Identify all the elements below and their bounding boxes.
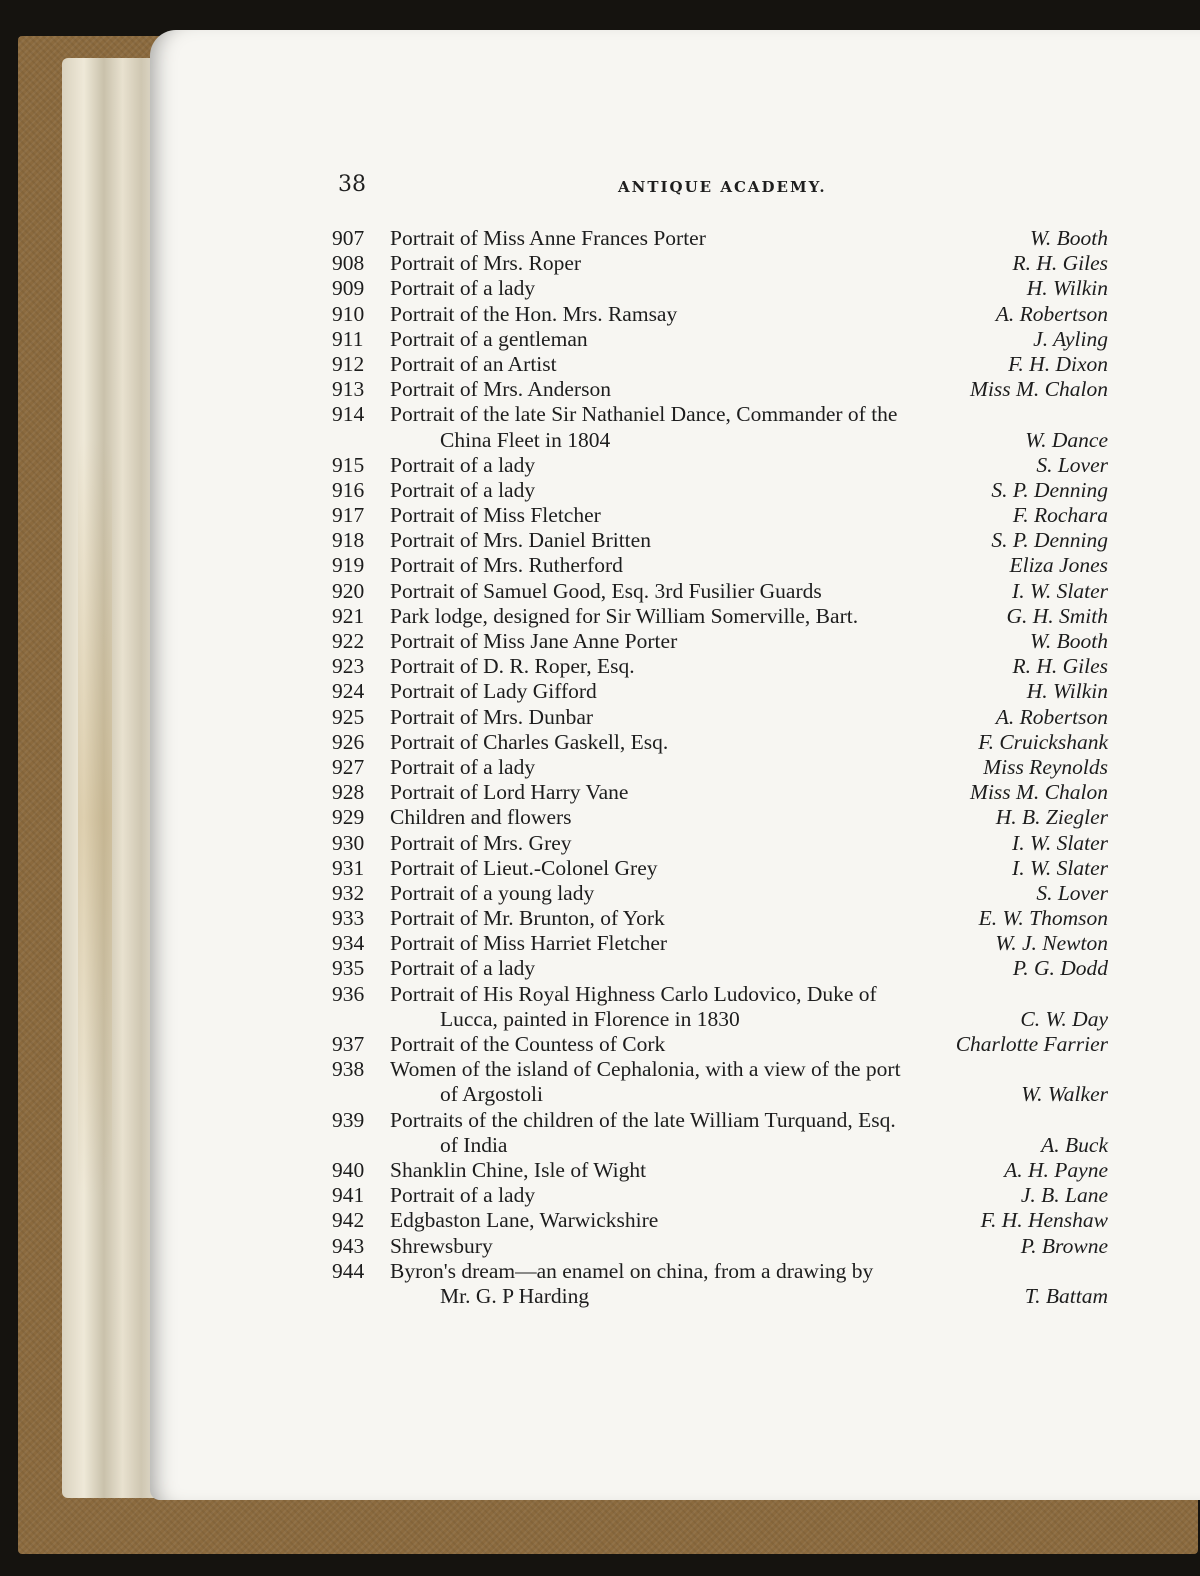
entry-title: Portrait of Mrs. Daniel Britten [390,528,651,553]
entry-title-continued: Mr. G. P Harding [440,1283,590,1308]
catalogue-entry [332,503,1108,528]
entry-line [332,1259,1108,1284]
entry-artist: W. Walker [1021,1082,1108,1107]
entry-artist: P. Browne [1020,1233,1108,1258]
entry-title: Portrait of a lady [390,477,536,502]
entry-number: 908 [332,251,365,276]
entry-artist: F. Rochara [1012,503,1108,528]
entry-number: 921 [332,603,365,628]
entry-number: 939 [332,1107,365,1132]
entry-title: Portrait of a lady [390,452,536,477]
entry-number: 944 [332,1258,365,1283]
page-number: 38 [338,172,366,197]
entry-artist: S. P. Denning [991,528,1108,553]
entry-artist: Miss Reynolds [983,754,1108,779]
entry-line [332,755,1108,780]
entry-title: Portrait of Miss Fletcher [390,503,601,528]
entry-number: 913 [332,377,365,402]
entry-artist: C. W. Day [1020,1006,1108,1031]
entry-artist: E. W. Thomson [978,906,1108,931]
entry-line [332,428,1108,453]
catalogue-entry [332,931,1108,956]
entry-line [332,982,1108,1007]
entry-title: Portrait of the late Sir Nathaniel Dance, Commander of the [390,402,898,427]
entry-title: Children and flowers [390,805,572,830]
entry-artist: A. Robertson [995,301,1108,326]
catalogue-entry [332,730,1108,755]
catalogue-entry [332,1032,1108,1057]
entry-number: 930 [332,830,365,855]
entry-artist: A. H. Payne [1004,1157,1108,1182]
entry-number: 920 [332,578,365,603]
entry-title: Portrait of Mrs. Roper [390,251,582,276]
entry-line [332,931,1108,956]
entry-number: 919 [332,553,365,578]
entry-title: Portrait of a young lady [390,880,595,905]
entry-number: 910 [332,301,365,326]
entry-line [332,831,1108,856]
entry-artist: S. Lover [1036,452,1108,477]
entry-line [332,352,1108,377]
entry-title: Portrait of a gentleman [390,326,588,351]
entry-title-continued: Lucca, painted in Florence in 1830 [440,1006,740,1031]
entry-title: Portrait of Lieut.-Colonel Grey [390,855,658,880]
entry-title: Portrait of Lord Harry Vane [390,780,629,805]
entry-title: Portrait of a lady [390,276,536,301]
entry-line [332,906,1108,931]
entry-artist: F. H. Dixon [1008,351,1108,376]
catalogue-entry [332,276,1108,301]
entry-artist: W. Booth [1029,629,1108,653]
entry-line [332,1208,1108,1233]
entry-artist: W. J. Newton [995,931,1108,956]
entry-title: Portrait of the Hon. Mrs. Ramsay [390,301,678,326]
entry-line [332,604,1108,629]
entry-line [332,327,1108,352]
entry-line [332,730,1108,755]
entry-number: 942 [332,1208,365,1233]
entry-artist: F. Cruickshank [978,729,1108,754]
catalogue-entry [332,831,1108,856]
entry-number: 917 [332,503,365,528]
entry-number: 929 [332,805,365,830]
catalogue-entry [332,377,1108,402]
entry-artist: S. Lover [1036,880,1108,905]
entry-number: 924 [332,679,365,704]
entry-line [332,1032,1108,1057]
catalogue-entry [332,1208,1108,1233]
entry-number: 932 [332,880,365,905]
entry-title: Portrait of an Artist [390,351,557,376]
entry-artist: I. W. Slater [1012,578,1108,603]
entry-line [332,302,1108,327]
catalogue-entry [332,881,1108,906]
entry-artist: A. Robertson [995,704,1108,729]
entry-number: 936 [332,981,365,1006]
entry-line [332,881,1108,906]
entry-title: Portrait of Lady Gifford [390,679,597,704]
catalogue-entry [332,604,1108,629]
entry-title: Portrait of Mrs. Dunbar [390,704,594,729]
entry-number: 938 [332,1057,365,1082]
entry-artist: G. H. Smith [1006,603,1108,628]
entry-artist: H. B. Ziegler [995,805,1108,830]
entry-title-continued: of India [440,1132,508,1157]
entry-title: Portrait of a lady [390,956,536,981]
entry-title-continued: China Fleet in 1804 [440,427,611,452]
entry-line [332,1158,1108,1183]
entry-line [332,1133,1108,1158]
entry-title: Edgbaston Lane, Warwickshire [390,1208,659,1233]
entry-line [332,377,1108,402]
page-header [338,172,1098,202]
entry-artist: J. B. Lane [1020,1183,1108,1208]
entry-title: Portrait of His Royal Highness Carlo Ludovico, Duke of [390,981,877,1006]
entry-number: 907 [332,226,365,250]
entry-artist: Miss M. Chalon [970,377,1108,402]
catalogue-entry [332,856,1108,881]
catalogue-entry [332,705,1108,730]
entry-artist: R. H. Giles [1012,654,1108,679]
entry-number: 909 [332,276,365,301]
entry-line [332,402,1108,427]
entry-line [332,1108,1108,1133]
entry-number: 912 [332,351,365,376]
catalogue-entry [332,805,1108,830]
entry-title: Shanklin Chine, Isle of Wight [390,1157,647,1182]
entry-artist: I. W. Slater [1012,830,1108,855]
entry-line [332,226,1108,251]
entry-number: 933 [332,906,365,931]
running-title: ANTIQUE ACADEMY. [618,178,827,196]
entry-title: Portrait of a lady [390,754,536,779]
entry-title: Portrait of Miss Jane Anne Porter [390,629,678,653]
entry-line [332,705,1108,730]
entry-title: Portrait of Miss Harriet Fletcher [390,931,668,956]
entry-artist: H. Wilkin [1026,276,1108,301]
catalogue-entry [332,679,1108,704]
entry-artist: I. W. Slater [1012,855,1108,880]
entry-artist: S. P. Denning [991,477,1108,502]
entry-number: 940 [332,1157,365,1182]
entry-number: 943 [332,1233,365,1258]
entry-line [332,528,1108,553]
entry-title: Portrait of Mrs. Grey [390,830,572,855]
entry-number: 914 [332,402,365,427]
catalogue-entry [332,553,1108,578]
catalogue-entry [332,1259,1108,1309]
catalogue-entry [332,402,1108,452]
catalogue-entry [332,956,1108,981]
entry-title: Portrait of the Countess of Cork [390,1032,666,1056]
entry-title-continued: of Argostoli [440,1082,543,1107]
entry-title: Portrait of Mrs. Rutherford [390,553,623,578]
entry-artist: F. H. Henshaw [980,1208,1108,1233]
catalogue-entry [332,654,1108,679]
entry-line [332,453,1108,478]
catalogue-entry [332,982,1108,1032]
catalogue-entry [332,1158,1108,1183]
catalogue-entry [332,327,1108,352]
page-stain [78,438,112,1198]
catalogue-entry [332,1183,1108,1208]
entry-line [332,956,1108,981]
catalogue-entry [332,579,1108,604]
entry-artist: P. G. Dodd [1012,956,1108,981]
entry-line [332,1082,1108,1107]
catalogue-entry [332,1234,1108,1259]
entry-line [332,1234,1108,1259]
entry-title: Byron's dream—an enamel on china, from a drawing by [390,1258,874,1283]
catalogue-list [332,226,1108,1309]
entry-artist: W. Booth [1029,226,1108,250]
catalogue-entry [332,780,1108,805]
entry-line [332,805,1108,830]
entry-line [332,503,1108,528]
catalogue-entry [332,478,1108,503]
entry-artist: W. Dance [1025,427,1108,452]
catalogue-entry [332,629,1108,654]
entry-number: 937 [332,1032,365,1056]
entry-number: 915 [332,452,365,477]
entry-title: Portrait of D. R. Roper, Esq. [390,654,635,679]
entry-number: 926 [332,729,365,754]
entry-artist: A. Buck [1041,1132,1108,1157]
entry-title: Portraits of the children of the late William Turquand, Esq. [390,1107,896,1132]
entry-number: 931 [332,855,365,880]
entry-title: Portrait of Samuel Good, Esq. 3rd Fusilier Guards [390,578,822,603]
entry-title: Portrait of a lady [390,1183,536,1208]
entry-title: Park lodge, designed for Sir William Somerville, Bart. [390,603,859,628]
entry-line [332,553,1108,578]
entry-number: 928 [332,780,365,805]
entry-artist: R. H. Giles [1012,251,1108,276]
entry-line [332,1183,1108,1208]
entry-number: 916 [332,477,365,502]
catalogue-entry [332,226,1108,251]
entry-line [332,780,1108,805]
entry-number: 923 [332,654,365,679]
entry-number: 922 [332,629,365,653]
catalogue-entry [332,352,1108,377]
entry-number: 935 [332,956,365,981]
entry-line [332,1057,1108,1082]
entry-number: 925 [332,704,365,729]
entry-number: 918 [332,528,365,553]
entry-number: 934 [332,931,365,956]
catalogue-entry [332,1108,1108,1158]
entry-number: 927 [332,754,365,779]
entry-line [332,579,1108,604]
entry-artist: T. Battam [1024,1283,1108,1308]
entry-title: Portrait of Mr. Brunton, of York [390,906,665,931]
entry-line [332,1007,1108,1032]
entry-line [332,679,1108,704]
entry-line [332,251,1108,276]
entry-number: 911 [332,326,364,351]
catalogue-entry [332,251,1108,276]
catalogue-entry [332,906,1108,931]
entry-title: Portrait of Mrs. Anderson [390,377,611,402]
catalogue-entry [332,302,1108,327]
entry-artist: J. Ayling [1033,326,1108,351]
catalogue-entry [332,528,1108,553]
entry-line [332,1284,1108,1309]
entry-title: Shrewsbury [390,1233,493,1258]
catalogue-entry [332,755,1108,780]
entry-line [332,856,1108,881]
catalogue-entry [332,453,1108,478]
entry-artist: Miss M. Chalon [970,780,1108,805]
entry-title: Portrait of Charles Gaskell, Esq. [390,729,669,754]
entry-artist: H. Wilkin [1026,679,1108,704]
entry-artist: Eliza Jones [1009,553,1108,578]
entry-title: Women of the island of Cephalonia, with a view of the port [390,1057,901,1082]
entry-line [332,478,1108,503]
entry-artist: Charlotte Farrier [955,1032,1108,1056]
entry-number: 941 [332,1183,365,1208]
entry-line [332,276,1108,301]
catalogue-entry [332,1057,1108,1107]
entry-line [332,654,1108,679]
entry-title: Portrait of Miss Anne Frances Porter [390,226,706,250]
entry-line [332,629,1108,654]
